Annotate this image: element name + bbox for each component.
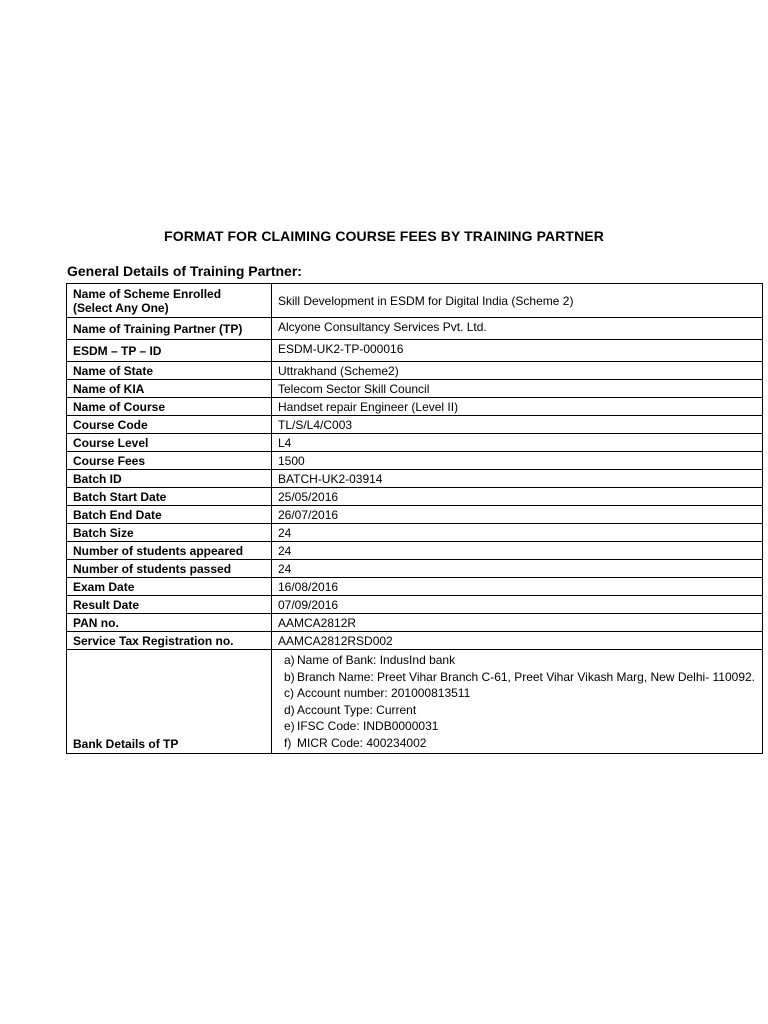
table-row — [67, 470, 763, 488]
training-partner-details-table — [66, 283, 763, 754]
table-row — [67, 362, 763, 380]
row-value: BATCH-UK2-03914 — [272, 470, 763, 488]
row-key: ESDM – TP – ID — [67, 340, 272, 362]
row-key: Batch Start Date — [67, 488, 272, 506]
row-value: 1500 — [272, 452, 763, 470]
table-row — [67, 488, 763, 506]
table-row — [67, 380, 763, 398]
list-marker: f) — [284, 735, 292, 750]
list-item — [284, 735, 756, 752]
row-key-line: Name of Scheme Enrolled — [73, 286, 222, 301]
row-value: 24 — [272, 542, 763, 560]
row-key: Batch Size — [67, 524, 272, 542]
table-row — [67, 560, 763, 578]
list-item — [284, 652, 756, 669]
list-item-text: Account Type: Current — [297, 702, 417, 717]
row-value: L4 — [272, 434, 763, 452]
row-key: Course Fees — [67, 452, 272, 470]
list-item — [284, 718, 756, 735]
table-row — [67, 340, 763, 362]
table-row — [67, 398, 763, 416]
row-value: TL/S/L4/C003 — [272, 416, 763, 434]
row-value: ESDM-UK2-TP-000016 — [272, 340, 763, 362]
list-item-text: IFSC Code: INDB0000031 — [297, 719, 439, 733]
section-heading: General Details of Training Partner: — [67, 263, 302, 279]
row-value: Uttrakhand (Scheme2) — [272, 362, 763, 380]
row-key: Batch End Date — [67, 506, 272, 524]
row-key — [67, 284, 272, 318]
table-row — [67, 578, 763, 596]
list-item-text: Account number: 201000813511 — [297, 686, 471, 700]
table-row-bank-details — [67, 650, 763, 754]
row-key: Service Tax Registration no. — [67, 632, 272, 650]
list-item-text: Branch Name: Preet Vihar Branch C-61, Preet Vihar Vikash Marg, New Delhi- 110092. — [297, 669, 756, 684]
table-row — [67, 542, 763, 560]
list-marker: a) — [284, 653, 295, 667]
row-key: Number of students appeared — [67, 542, 272, 560]
list-marker: b) — [284, 669, 295, 684]
row-value: 25/05/2016 — [272, 488, 763, 506]
list-marker: e) — [284, 719, 295, 733]
row-value: Telecom Sector Skill Council — [272, 380, 763, 398]
table-row — [67, 506, 763, 524]
row-value: 07/09/2016 — [272, 596, 763, 614]
row-value: Skill Development in ESDM for Digital India (Scheme 2) — [272, 284, 763, 318]
table-row — [67, 284, 763, 318]
row-key-line: (Select Any One) — [73, 300, 169, 315]
row-key: PAN no. — [67, 614, 272, 632]
row-value: 24 — [272, 524, 763, 542]
row-key: Number of students passed — [67, 560, 272, 578]
table-row — [67, 452, 763, 470]
row-key: Name of KIA — [67, 380, 272, 398]
table-row — [67, 596, 763, 614]
table-row — [67, 434, 763, 452]
row-key: Course Code — [67, 416, 272, 434]
row-value: AAMCA2812R — [272, 614, 763, 632]
table-row — [67, 614, 763, 632]
row-key: Name of State — [67, 362, 272, 380]
list-item — [284, 685, 756, 702]
table-row — [67, 524, 763, 542]
list-item — [284, 702, 756, 719]
row-key: Name of Course — [67, 398, 272, 416]
list-item-text: MICR Code: 400234002 — [297, 735, 427, 750]
list-marker: d) — [284, 702, 295, 717]
row-value: Handset repair Engineer (Level II) — [272, 398, 763, 416]
row-key: Course Level — [67, 434, 272, 452]
row-value: 26/07/2016 — [272, 506, 763, 524]
row-value: AAMCA2812RSD002 — [272, 632, 763, 650]
row-key: Result Date — [67, 596, 272, 614]
row-key: Exam Date — [67, 578, 272, 596]
list-marker: c) — [284, 686, 294, 700]
table-row — [67, 318, 763, 340]
row-key: Bank Details of TP — [67, 650, 272, 754]
row-value — [272, 650, 763, 754]
row-key: Name of Training Partner (TP) — [67, 318, 272, 340]
table-row — [67, 632, 763, 650]
list-item — [284, 669, 756, 686]
row-value: Alcyone Consultancy Services Pvt. Ltd. — [272, 318, 763, 340]
row-value: 24 — [272, 560, 763, 578]
document-title: FORMAT FOR CLAIMING COURSE FEES BY TRAINING PARTNER — [164, 228, 604, 244]
row-key: Batch ID — [67, 470, 272, 488]
row-value: 16/08/2016 — [272, 578, 763, 596]
table-row — [67, 416, 763, 434]
list-item-text: Name of Bank: IndusInd bank — [297, 653, 456, 667]
bank-details-list — [278, 652, 756, 751]
